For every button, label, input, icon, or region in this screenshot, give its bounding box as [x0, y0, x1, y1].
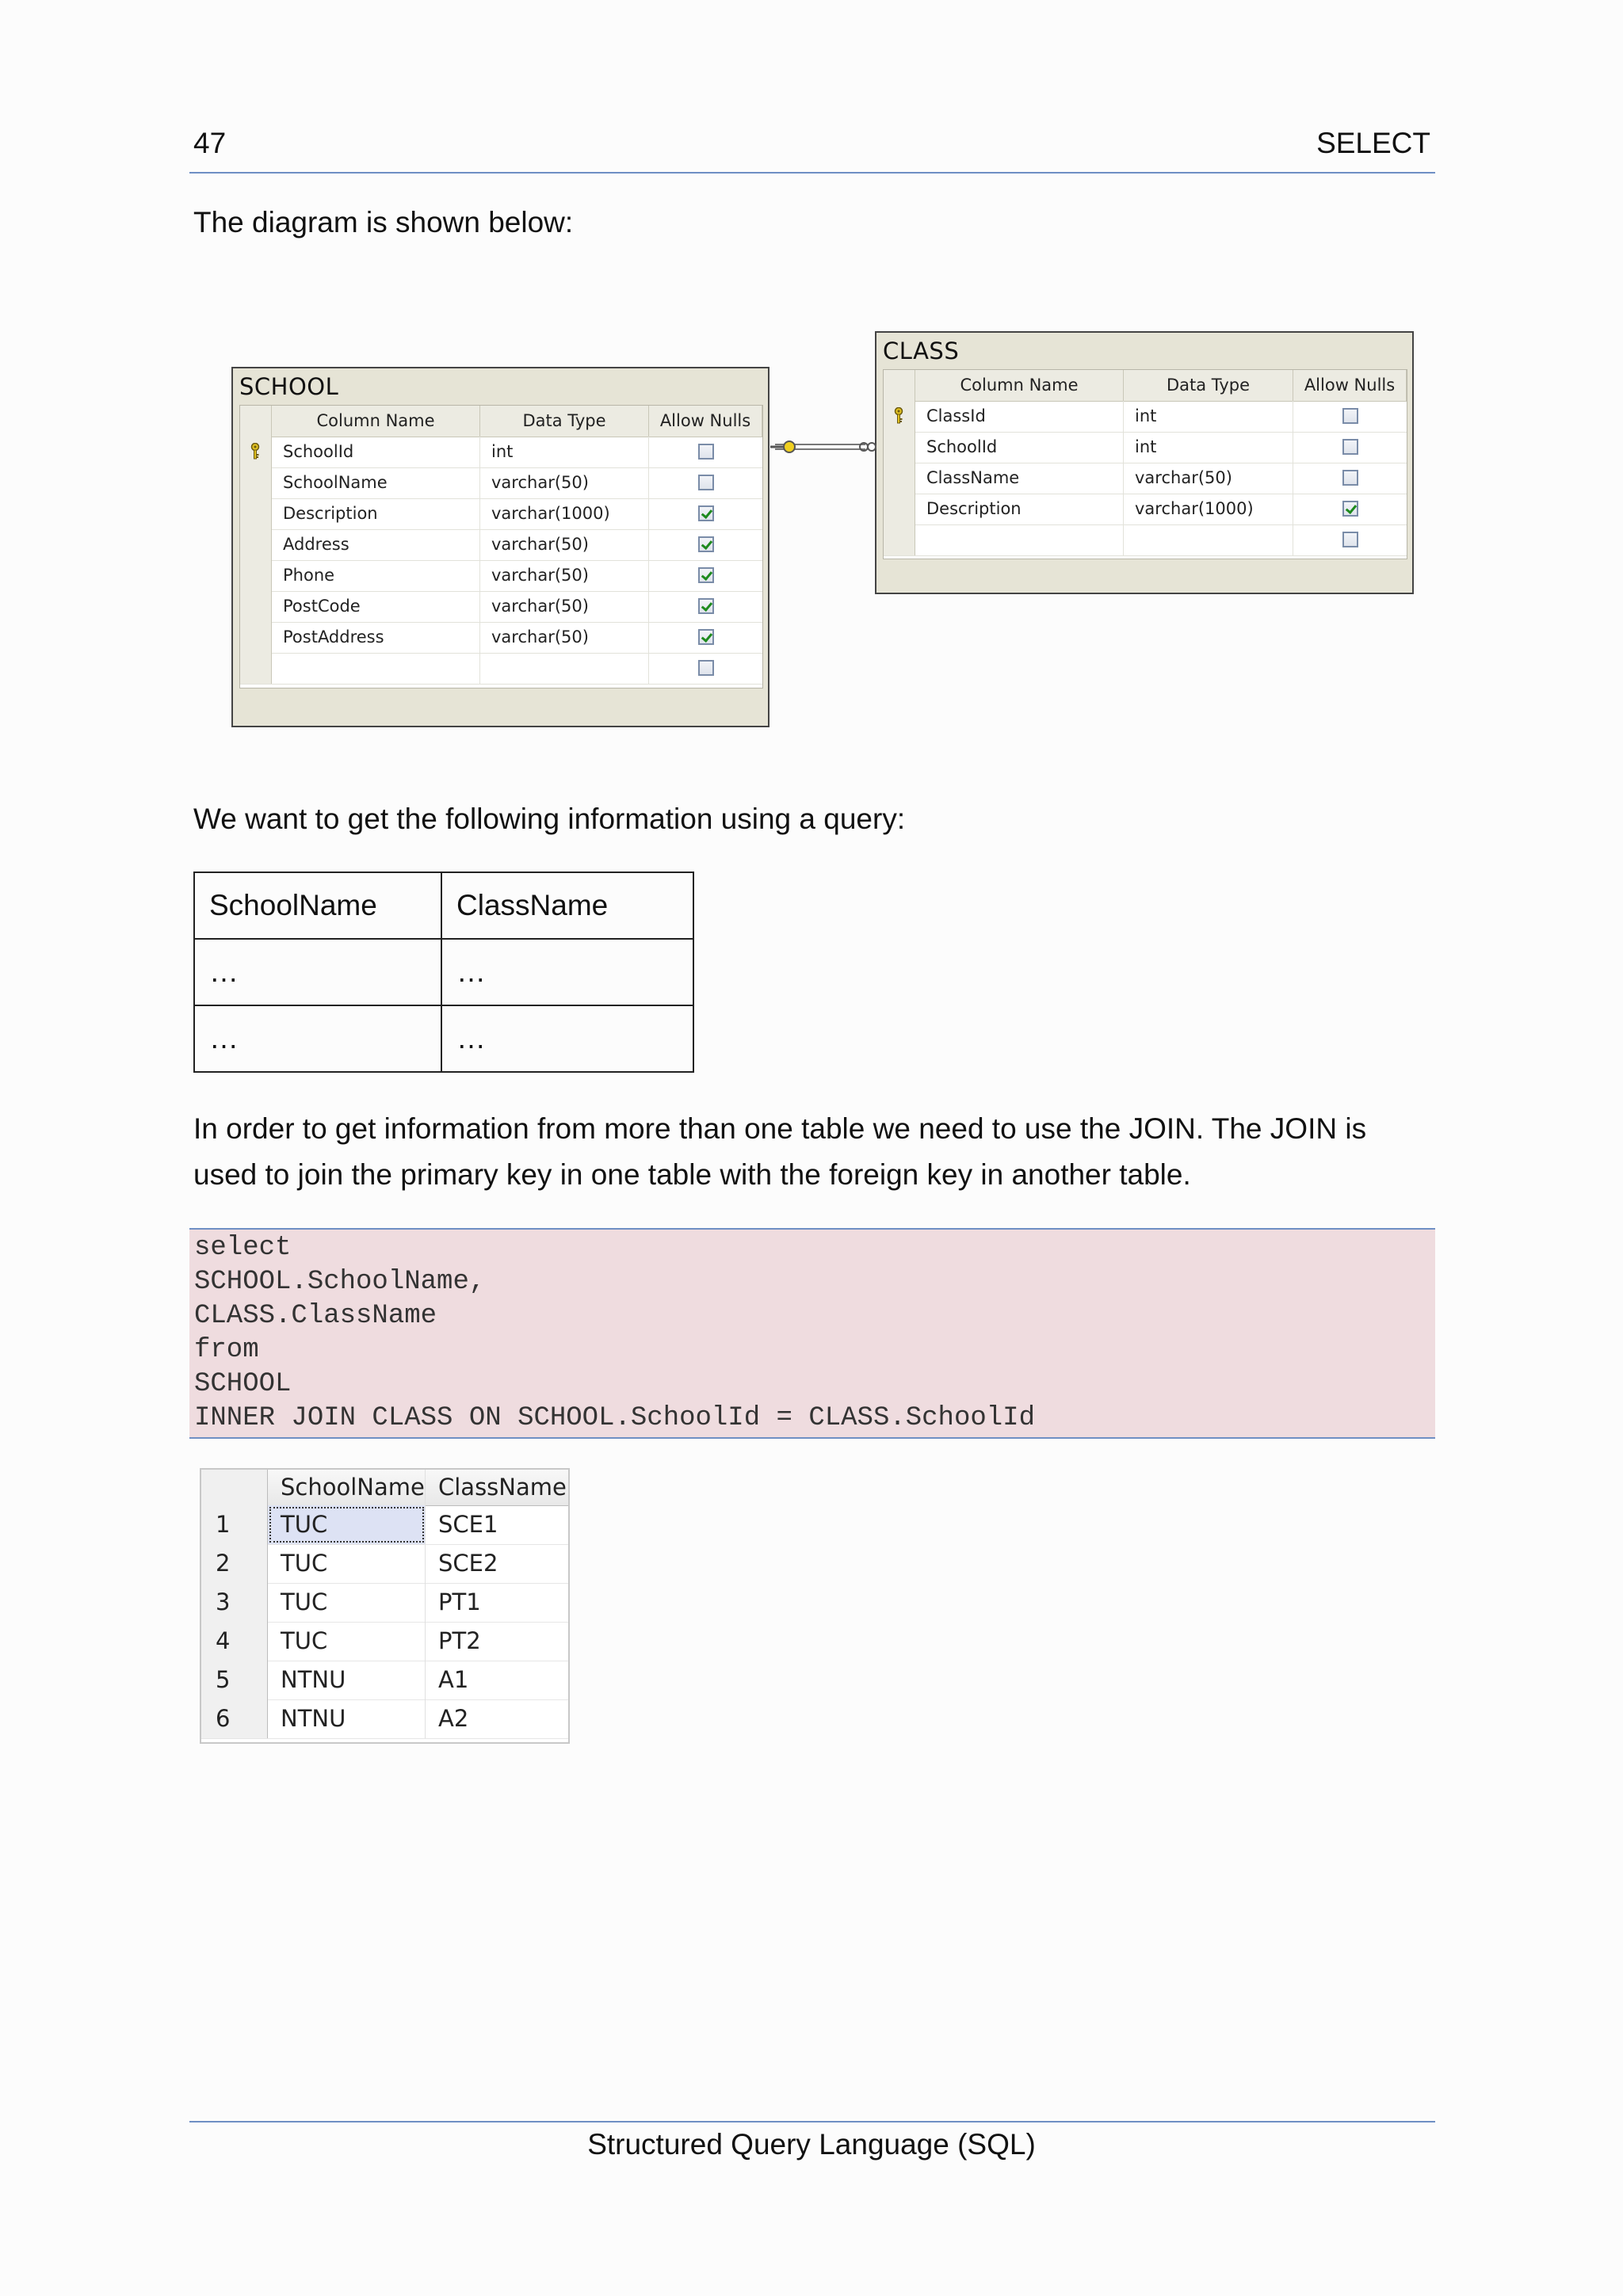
column-header: Column Name [272, 406, 480, 437]
relationship-connector [767, 432, 878, 463]
allow-nulls-checkbox[interactable] [1342, 408, 1358, 424]
code-line: CLASS.ClassName [194, 1301, 437, 1331]
column-definition-row[interactable] [884, 432, 1407, 463]
column-header: Allow Nulls [1293, 370, 1407, 401]
column-definition-row[interactable] [240, 591, 762, 623]
allow-nulls-checkbox[interactable] [1342, 470, 1358, 486]
allow-nulls-cell [649, 653, 762, 684]
column-name-cell[interactable]: PostAddress [272, 622, 480, 653]
data-type-cell[interactable]: int [1124, 432, 1293, 463]
data-type-cell[interactable]: varchar(50) [480, 591, 649, 622]
allow-nulls-cell [649, 560, 762, 591]
column-name-cell[interactable]: SchoolId [272, 437, 480, 467]
row-number-header [201, 1470, 268, 1505]
allow-nulls-cell [649, 529, 762, 560]
column-name-cell[interactable] [915, 524, 1124, 555]
table-row [194, 939, 693, 1005]
result-header-classname[interactable]: ClassName [438, 1474, 567, 1501]
schoolname-cell[interactable]: TUC [268, 1544, 426, 1583]
table-cell: … [441, 1005, 693, 1072]
table-cell: … [194, 1005, 441, 1072]
column-name-cell[interactable]: Address [272, 529, 480, 560]
allow-nulls-checkbox[interactable] [698, 629, 714, 645]
table-cell: … [194, 939, 441, 1005]
class-columns-grid [883, 369, 1407, 559]
row-number[interactable]: 1 [201, 1505, 268, 1544]
column-header-row [884, 370, 1407, 402]
code-line: select [194, 1233, 292, 1263]
column-name-cell[interactable]: ClassId [915, 401, 1124, 432]
allow-nulls-checkbox[interactable] [698, 475, 714, 490]
column-definition-row[interactable] [240, 560, 762, 592]
schoolname-cell[interactable]: TUC [268, 1505, 426, 1544]
allow-nulls-checkbox[interactable] [1342, 532, 1358, 547]
row-selector[interactable] [240, 622, 272, 653]
result-header-schoolname[interactable]: SchoolName [268, 1470, 426, 1505]
footer-rule [189, 2121, 1435, 2122]
schoolname-cell[interactable]: TUC [268, 1583, 426, 1622]
column-header: Data Type [480, 406, 649, 437]
allow-nulls-checkbox[interactable] [1342, 501, 1358, 517]
result-header-row [201, 1470, 568, 1506]
allow-nulls-cell [1293, 432, 1407, 463]
query-intro-text: We want to get the following information using a query: [193, 803, 906, 835]
school-table-diagram [231, 367, 769, 727]
row-number[interactable]: 2 [201, 1544, 268, 1583]
row-selector[interactable] [884, 463, 915, 494]
allow-nulls-cell [1293, 401, 1407, 432]
classname-cell[interactable]: SCE2 [438, 1550, 498, 1577]
schoolname-cell[interactable]: TUC [268, 1622, 426, 1661]
primary-key-icon [250, 443, 261, 460]
code-line: SCHOOL.SchoolName, [194, 1267, 486, 1297]
data-type-cell[interactable] [480, 653, 649, 684]
column-name-cell[interactable]: Description [272, 498, 480, 529]
row-selector[interactable] [240, 467, 272, 498]
header-rule [189, 172, 1435, 174]
classname-cell[interactable]: PT1 [438, 1589, 481, 1615]
infinity-end-icon [860, 443, 876, 451]
column-header: Allow Nulls [649, 406, 762, 437]
row-selector[interactable] [884, 524, 915, 555]
school-columns-grid [239, 405, 763, 688]
data-type-cell[interactable]: varchar(50) [480, 467, 649, 498]
data-type-cell[interactable]: varchar(50) [1124, 463, 1293, 494]
column-definition-row[interactable] [240, 653, 762, 685]
column-definition-row[interactable] [884, 401, 1407, 433]
allow-nulls-checkbox[interactable] [698, 505, 714, 521]
data-type-cell[interactable] [1124, 524, 1293, 555]
row-selector[interactable] [884, 401, 915, 432]
row-selector[interactable] [240, 498, 272, 529]
data-type-cell[interactable]: varchar(50) [480, 529, 649, 560]
target-result-table [193, 871, 694, 1073]
allow-nulls-cell [649, 437, 762, 467]
school-table-title: SCHOOL [239, 373, 339, 400]
column-name-cell[interactable]: Description [915, 494, 1124, 524]
page-number: 47 [193, 127, 227, 159]
column-name-cell[interactable] [272, 653, 480, 684]
column-definition-row[interactable] [240, 437, 762, 468]
table-cell: … [441, 939, 693, 1005]
row-selector[interactable] [240, 560, 272, 591]
join-text-line-1: In order to get information from more than one table we need to use the JOIN. The JOIN is [193, 1112, 1367, 1145]
key-end-icon [770, 441, 795, 452]
intro-text: The diagram is shown below: [193, 206, 574, 238]
row-selector[interactable] [240, 529, 272, 560]
column-definition-row[interactable] [884, 524, 1407, 556]
column-name-cell[interactable]: SchoolName [272, 467, 480, 498]
classname-cell[interactable]: A2 [438, 1705, 469, 1732]
row-number[interactable]: 4 [201, 1622, 268, 1661]
allow-nulls-cell [1293, 524, 1407, 555]
header-schoolname: SchoolName [194, 872, 441, 939]
column-definition-row[interactable] [884, 494, 1407, 525]
allow-nulls-checkbox[interactable] [698, 567, 714, 583]
column-definition-row[interactable] [884, 463, 1407, 494]
result-row[interactable] [201, 1622, 568, 1661]
column-name-cell[interactable]: SchoolId [915, 432, 1124, 463]
sql-code-block [189, 1228, 1435, 1439]
schoolname-cell[interactable]: NTNU [268, 1699, 426, 1738]
column-header: Data Type [1124, 370, 1293, 401]
result-row[interactable] [201, 1583, 568, 1623]
column-name-cell[interactable]: Phone [272, 560, 480, 591]
allow-nulls-checkbox[interactable] [698, 660, 714, 676]
code-line: from [194, 1335, 259, 1365]
result-row[interactable] [201, 1699, 568, 1739]
classname-cell[interactable]: SCE1 [438, 1511, 498, 1538]
allow-nulls-cell [649, 498, 762, 529]
classname-cell[interactable]: PT2 [438, 1627, 481, 1654]
result-row[interactable] [201, 1661, 568, 1700]
column-name-cell[interactable]: ClassName [915, 463, 1124, 494]
row-selector[interactable] [884, 432, 915, 463]
row-selector[interactable] [884, 494, 915, 524]
row-number[interactable]: 3 [201, 1583, 268, 1622]
data-type-cell[interactable]: varchar(50) [480, 560, 649, 591]
result-row[interactable] [201, 1544, 568, 1584]
section-title: SELECT [1316, 127, 1430, 159]
classname-cell[interactable]: A1 [438, 1666, 469, 1693]
page-footer: Structured Query Language (SQL) [587, 2128, 1036, 2161]
allow-nulls-checkbox[interactable] [698, 536, 714, 552]
row-number[interactable]: 6 [201, 1699, 268, 1738]
allow-nulls-cell [1293, 494, 1407, 524]
column-name-cell[interactable]: PostCode [272, 591, 480, 622]
allow-nulls-checkbox[interactable] [698, 444, 714, 460]
row-selector[interactable] [240, 591, 272, 622]
column-definition-row[interactable] [240, 622, 762, 654]
allow-nulls-checkbox[interactable] [698, 598, 714, 614]
row-selector[interactable] [240, 653, 272, 684]
data-type-cell[interactable]: int [1124, 401, 1293, 432]
primary-key-icon [893, 407, 904, 425]
allow-nulls-checkbox[interactable] [1342, 439, 1358, 455]
column-definition-row[interactable] [240, 467, 762, 499]
row-selector-header [240, 406, 272, 437]
allow-nulls-cell [649, 591, 762, 622]
column-header-row [240, 406, 762, 437]
allow-nulls-cell [1293, 463, 1407, 494]
row-selector-header [884, 370, 915, 401]
data-type-cell[interactable]: varchar(1000) [1124, 494, 1293, 524]
data-type-cell[interactable]: int [480, 437, 649, 467]
row-number[interactable]: 5 [201, 1661, 268, 1699]
class-table-diagram [875, 331, 1414, 594]
table-header-row [194, 872, 693, 939]
query-result-grid [200, 1468, 570, 1744]
result-row[interactable] [201, 1505, 568, 1545]
column-header: Column Name [915, 370, 1124, 401]
header-classname: ClassName [441, 872, 693, 939]
column-definition-row[interactable] [240, 529, 762, 561]
schoolname-cell[interactable]: NTNU [268, 1661, 426, 1699]
table-row [194, 1005, 693, 1072]
allow-nulls-cell [649, 622, 762, 653]
class-table-title: CLASS [883, 338, 960, 364]
code-line: INNER JOIN CLASS ON SCHOOL.SchoolId = CLASS.SchoolId [194, 1403, 1035, 1433]
row-selector[interactable] [240, 437, 272, 467]
data-type-cell[interactable]: varchar(50) [480, 622, 649, 653]
allow-nulls-cell [649, 467, 762, 498]
data-type-cell[interactable]: varchar(1000) [480, 498, 649, 529]
code-line: SCHOOL [194, 1369, 292, 1399]
join-text-line-2: used to join the primary key in one table with the foreign key in another table. [193, 1158, 1191, 1191]
column-definition-row[interactable] [240, 498, 762, 530]
